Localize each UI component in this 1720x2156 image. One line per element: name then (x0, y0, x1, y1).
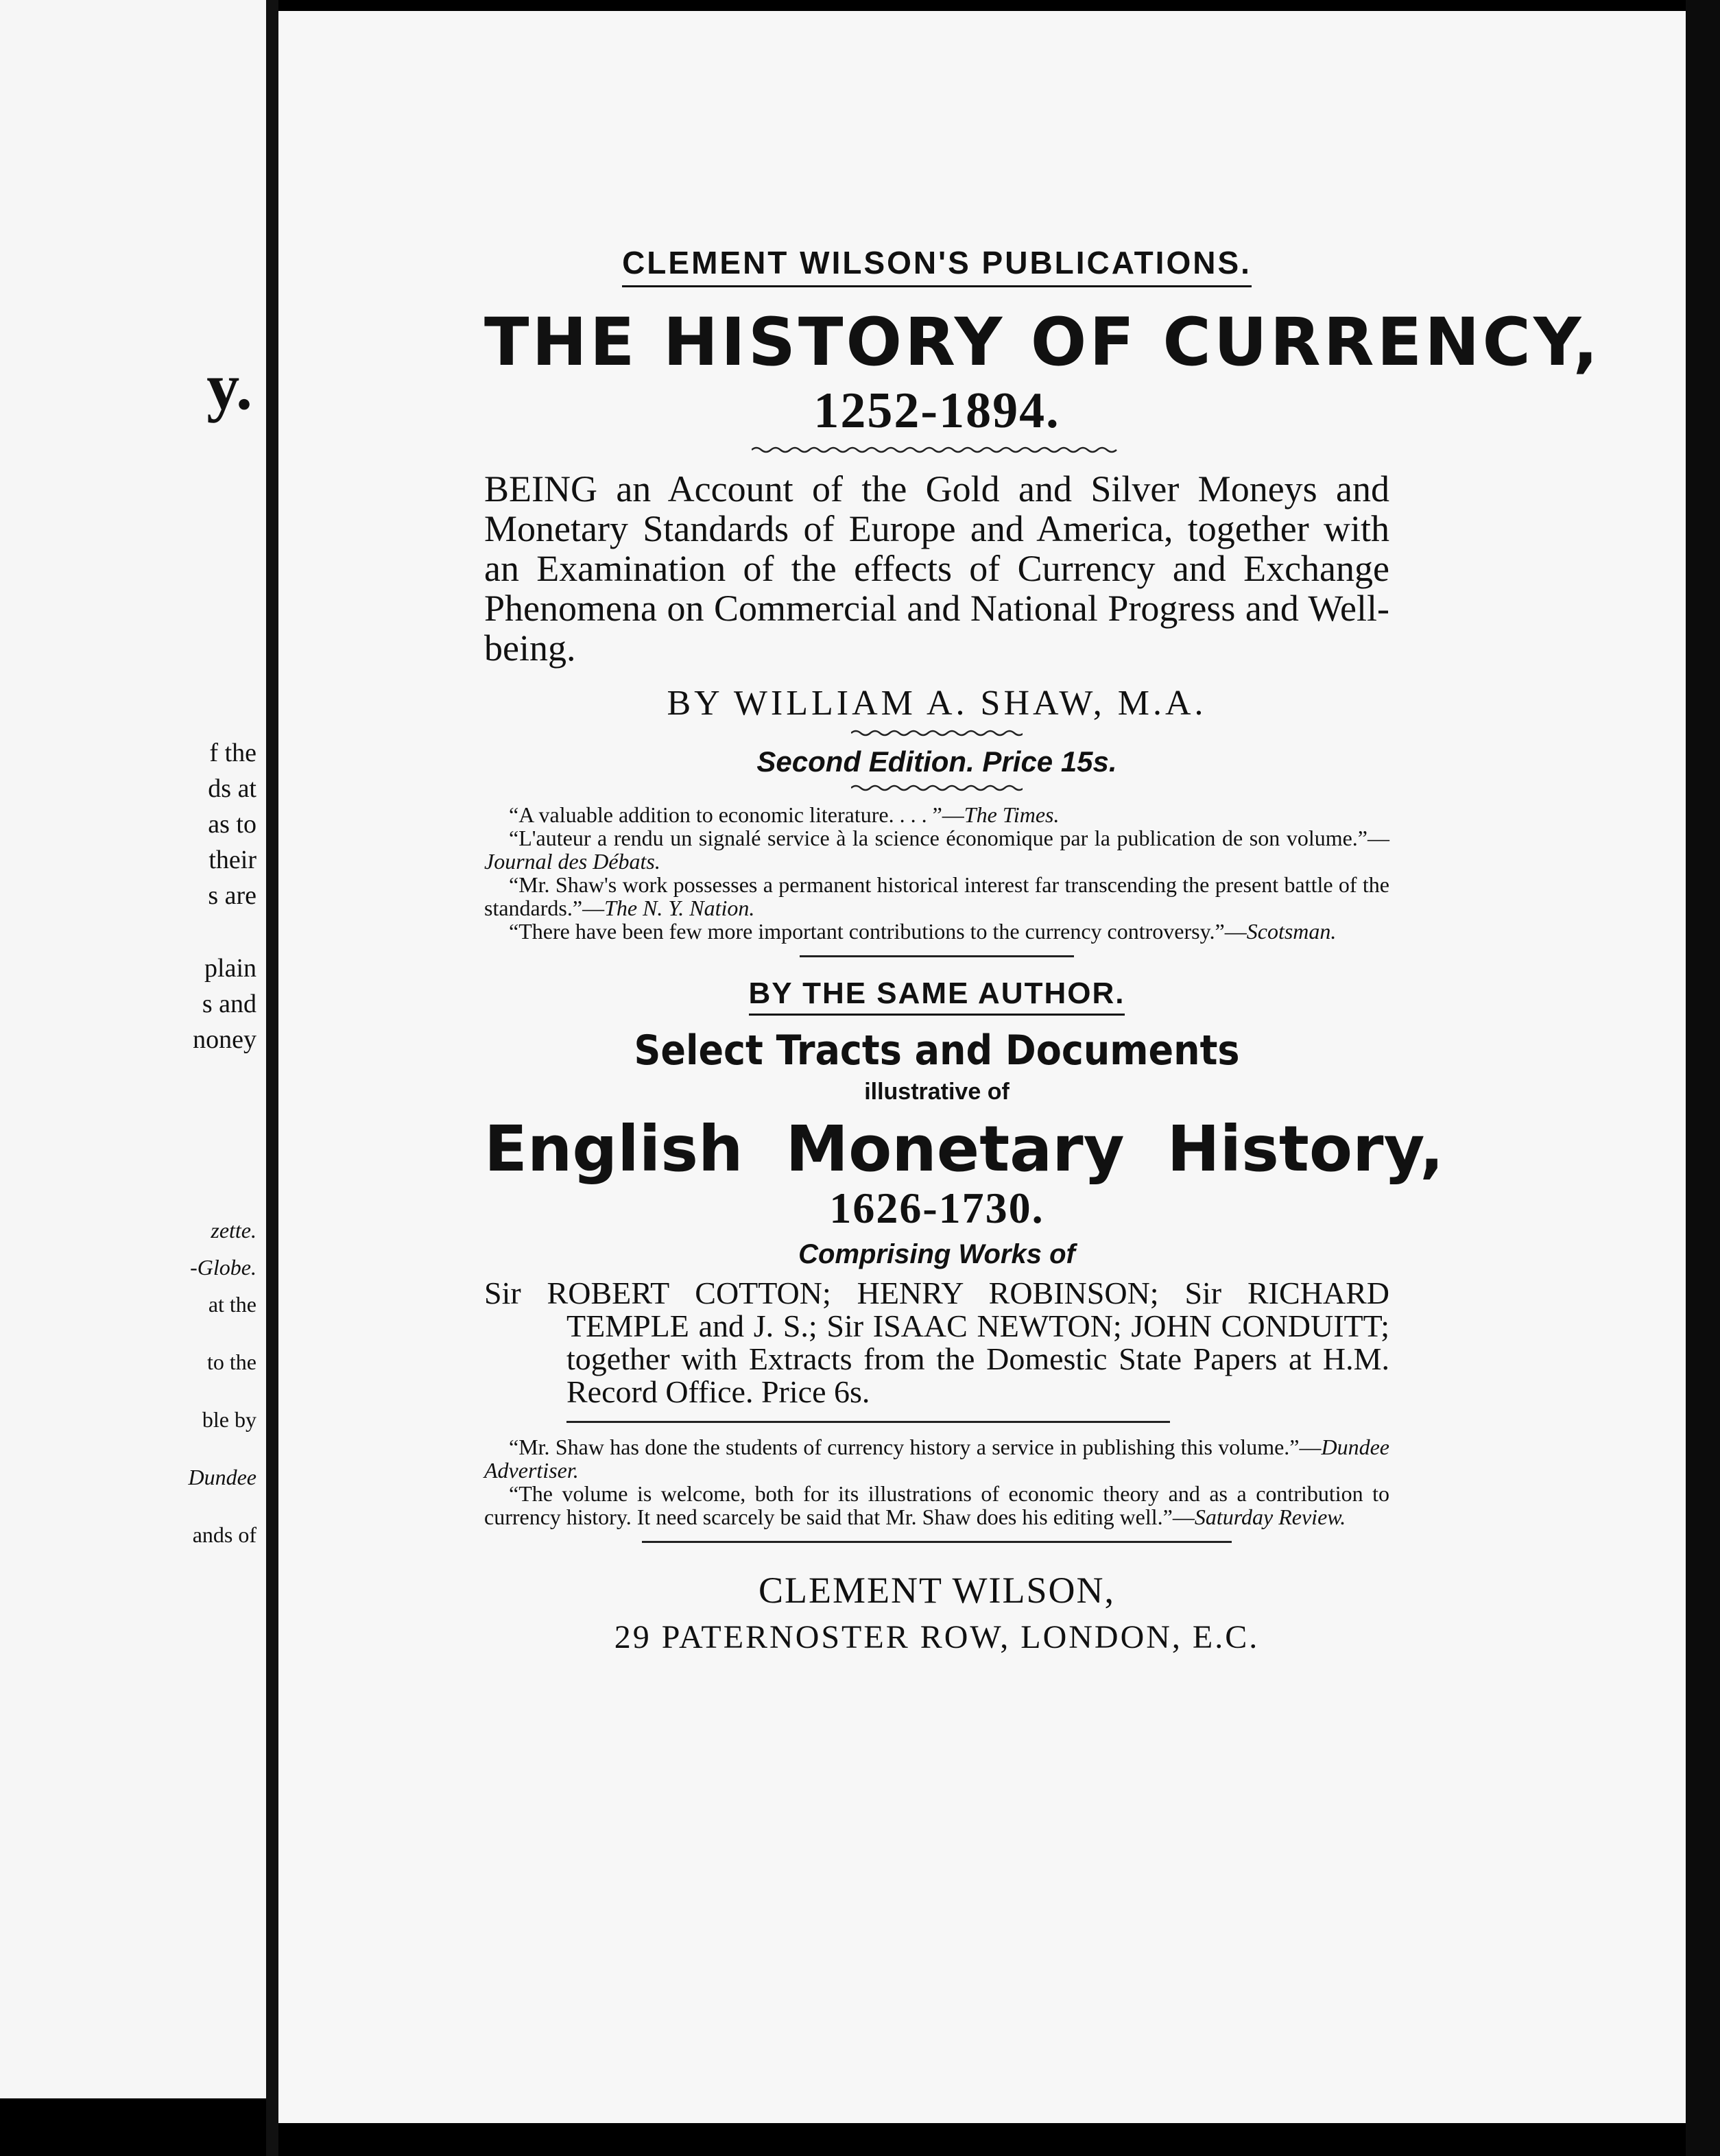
second-book-subtitle: illustrative of (864, 1079, 1010, 1105)
page-content (484, 244, 1601, 1656)
review-quote: “A valuable addition to economic literature. . . . ”—The Times. (509, 802, 1060, 827)
second-book-reviews (484, 1435, 1389, 1529)
section-rule (642, 1541, 1232, 1543)
section-rule (800, 955, 1074, 957)
review-quote: “Mr. Shaw has done the students of currency history a service in publishing this volume.”—Dundee Advertiser. (484, 1435, 1389, 1483)
review-quote: “There have been few more important contributions to the currency controversy.”—Scotsman. (509, 919, 1337, 944)
section-rule (566, 1421, 1170, 1423)
left-page-fragment: -Globe. (190, 1255, 256, 1280)
book-gutter (266, 0, 278, 2156)
review-source: The Times. (964, 802, 1060, 827)
main-book-title: THE HISTORY OF CURRENCY, (484, 304, 1601, 381)
wavy-divider (752, 444, 1122, 455)
review-quote: “Mr. Shaw's work possesses a permanent historical interest far transcending the present battle of the standards.”—The N. Y. Nation. (484, 872, 1389, 920)
left-page-fragment: f the (209, 739, 256, 767)
review-source: Scotsman. (1246, 919, 1337, 944)
wavy-divider (851, 782, 1023, 793)
left-page-fragment: ble by (202, 1407, 256, 1432)
main-book-dates: 1252-1894. (813, 383, 1060, 439)
left-page-fragment: their (208, 846, 256, 874)
left-page-fragment: at the (208, 1292, 256, 1317)
publications-heading: CLEMENT WILSON'S PUBLICATIONS. (622, 244, 1252, 287)
second-book-title: Select Tracts and Documents (634, 1027, 1240, 1075)
review-source: Journal des Débats. (484, 849, 660, 874)
comprising-works-heading: Comprising Works of (798, 1239, 1075, 1269)
author-line: BY WILLIAM A. SHAW, M.A. (667, 684, 1207, 723)
left-facing-page (0, 0, 268, 2098)
advertisement-page (278, 11, 1686, 2123)
left-page-fragment: s and (202, 990, 256, 1018)
left-page-fragment: as to (208, 810, 256, 839)
left-page-fragment: ds at (208, 774, 256, 803)
review-source: Dundee Advertiser. (484, 1435, 1389, 1483)
edition-and-price: Second Edition. Price 15s. (756, 745, 1117, 778)
wavy-divider (851, 728, 1023, 739)
review-source: The N. Y. Nation. (604, 896, 755, 920)
review-quote: “The volume is welcome, both for its illustrations of economic theory and as a contribution to currency history. It need scarcely be said that Mr. Shaw does his editing well.”—Saturday Review. (484, 1481, 1389, 1529)
left-page-fragment: ands of (192, 1522, 256, 1547)
main-book-reviews (484, 803, 1389, 943)
works-list: Sir ROBERT COTTON; HENRY ROBINSON; Sir RICHARD TEMPLE and J. S.; Sir ISAAC NEWTON; JOHN CONDUITT; together with Extracts from the Domestic State Papers at H.M. Record Office. Price 6s. (484, 1275, 1389, 1409)
review-quote: “L'auteur a rendu un signalé service à la science économique par la publication de son volume.”—Journal des Débats. (484, 826, 1389, 874)
publisher-name: CLEMENT WILSON, (759, 1570, 1115, 1611)
same-author-heading: BY THE SAME AUTHOR. (749, 977, 1125, 1016)
second-book-dates: 1626-1730. (829, 1184, 1044, 1232)
left-page-fragment: s are (208, 881, 256, 910)
left-page-fragment: Dundee (188, 1465, 256, 1489)
page-edge-strip (1686, 0, 1720, 2156)
second-book-main-title: English Monetary History, (484, 1112, 1444, 1186)
left-page-title-fragment: y. (206, 350, 252, 423)
left-page-fragment: plain (204, 954, 256, 983)
left-page-fragment: noney (193, 1025, 256, 1054)
left-page-fragment: zette. (211, 1218, 256, 1243)
publisher-address: 29 PATERNOSTER ROW, LONDON, E.C. (614, 1619, 1260, 1655)
main-book-description: BEING an Account of the Gold and Silver Moneys and Monetary Standards of Europe and America, together with an Examination of the effects of Currency and Exchange Phenomena on Commercial and National Progress and Well-being. (484, 468, 1389, 669)
left-page-fragment: to the (207, 1350, 256, 1374)
review-source: Saturday Review. (1194, 1505, 1346, 1529)
